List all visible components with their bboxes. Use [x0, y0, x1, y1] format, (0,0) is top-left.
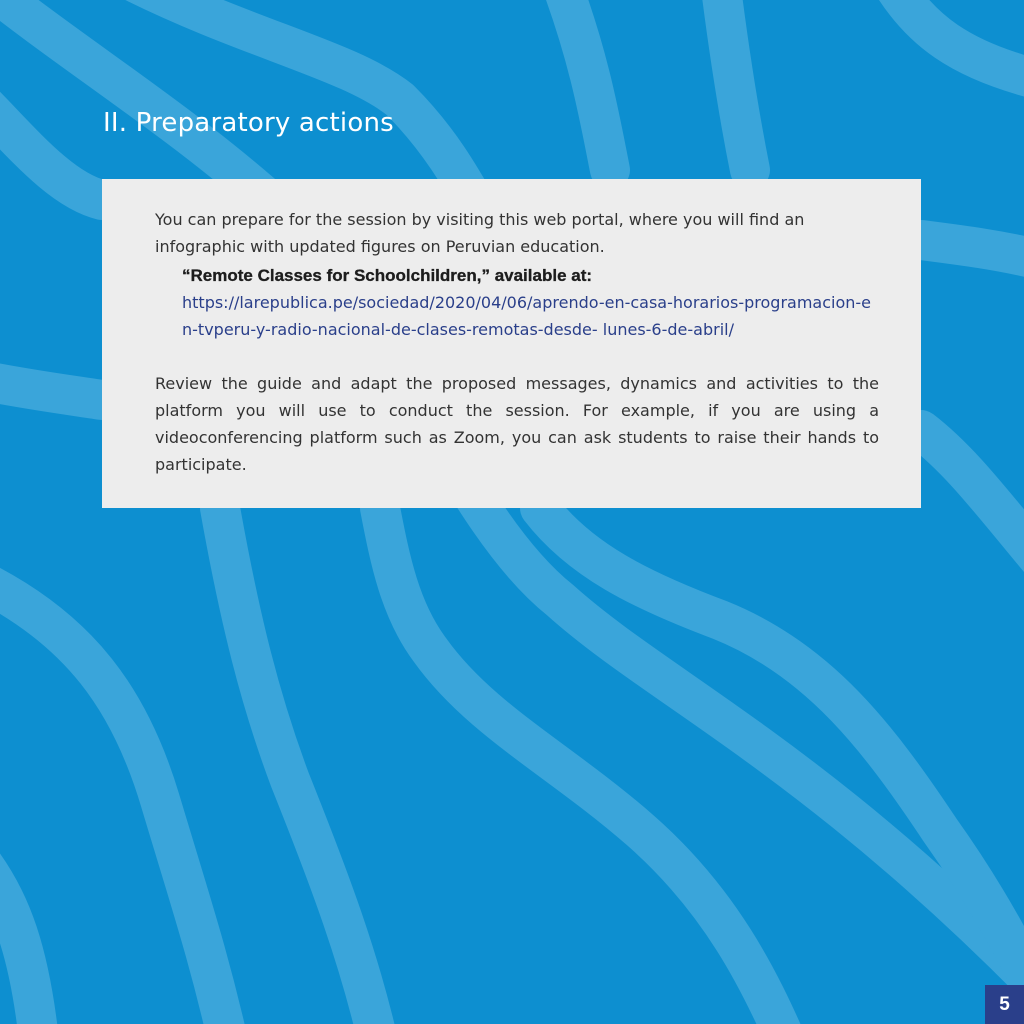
wave-3 [560, 0, 610, 170]
wave-7 [0, 100, 102, 200]
resource-block [155, 263, 879, 343]
page-number-badge: 5 [985, 985, 1024, 1024]
resource-link[interactable]: https://larepublica.pe/sociedad/2020/04/06/aprendo-en-casa-horarios-programacion-en-tvperu-y-radio-nacional-de-clases-remotas-desde- lunes-6-de-abril/ [182, 293, 872, 339]
section-title: II. Preparatory actions [103, 108, 394, 138]
wave-8 [0, 380, 102, 400]
wave-14 [0, 860, 40, 1024]
content-body [155, 206, 879, 478]
wave-10 [220, 508, 380, 1024]
intro-paragraph: You can prepare for the session by visiting this web portal, where you will find an infographic with updated figures on Peruvian education. [155, 210, 805, 256]
review-paragraph: Review the guide and adapt the proposed messages, dynamics and activities to the platform you will use to conduct the session. For example, if you are using a videoconferencing platform such as Zoom, you can ask students to raise their hands to participate. [155, 374, 879, 474]
wave-6 [921, 240, 1024, 260]
content-box [102, 179, 921, 508]
wave-4 [720, 0, 750, 170]
wave-11 [380, 508, 790, 1024]
resource-title: “Remote Classes for Schoolchildren,” available at: [182, 266, 593, 285]
wave-13 [921, 430, 1024, 560]
wave-5 [890, 0, 1024, 80]
